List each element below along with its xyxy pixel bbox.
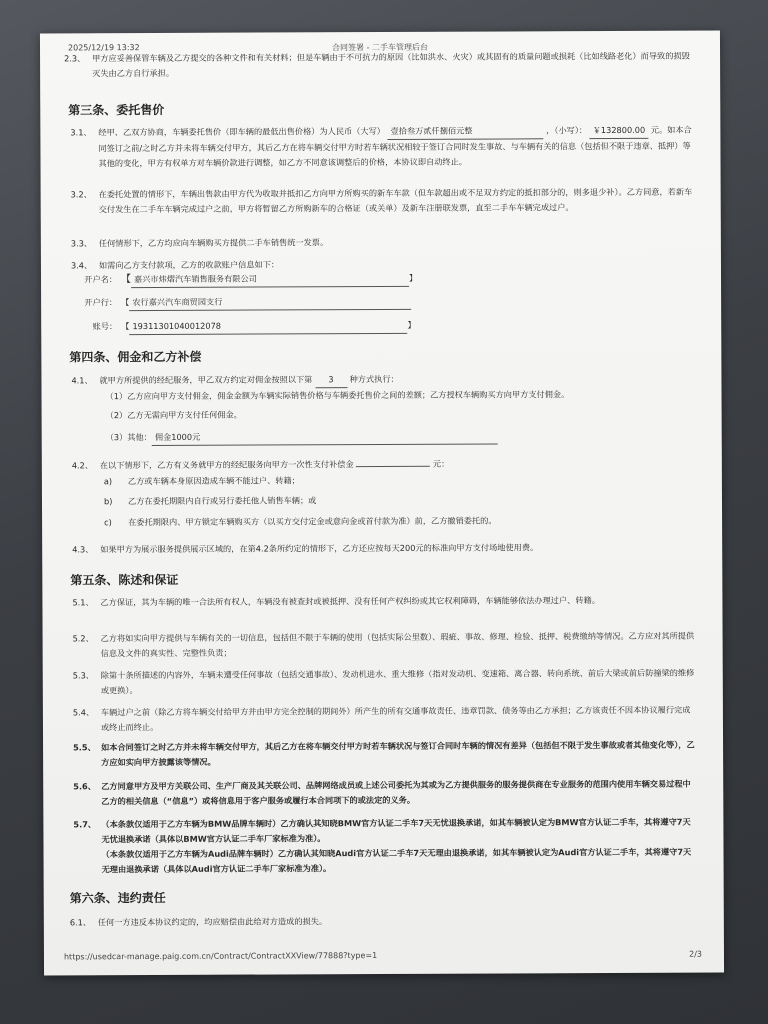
clause-text: 如需向乙方支付款项，乙方的收款账户信息如下： — [98, 259, 280, 271]
clause-number: 3.4、 — [70, 260, 93, 271]
account-bank-row — [71, 293, 695, 312]
clause-number: 4.3、 — [72, 544, 94, 555]
print-date: 2025/12/19 13:32 — [67, 43, 140, 53]
case-text: 在委托期限内、甲方锁定车辆购买方（以买方交付定金或意向金或首付款为准）前，乙方撤销委托的。 — [128, 515, 497, 528]
section-3-heading: 第三条、委托售价 — [68, 102, 165, 118]
price-small-field: ￥132800.00 — [590, 123, 649, 139]
commission-option-3 — [106, 428, 696, 447]
clause-5-6 — [73, 777, 697, 810]
compensation-case-c — [104, 513, 694, 531]
clause-number: 2.3、 — [64, 53, 86, 64]
account-holder-value: 嘉兴市炜熠汽车销售服务有限公司 — [131, 271, 409, 288]
clause-5-3 — [73, 666, 697, 699]
case-mark: a) — [103, 476, 113, 487]
clause-text-bmw: （本条款仅适用于乙方车辆为BMW品牌车辆时）乙方确认其知晓BMW官方认证二手车7天无忧退换承诺，如其车辆被认定为BMW官方认证二手车，其将遵守7天无忧退换承诺（具体以BMW官方认证二手车厂家标准为准）。 — [101, 816, 691, 845]
clause-text: 甲方应妥善保管车辆及乙方提交的各种文件和有关材料；但是车辆由于不可抗力的原因（比如洪水、火灾）或其固有的质量问题或损耗（比如线路老化）而导致的损毁灭失由乙方自行承担。 — [92, 50, 690, 79]
clause-text: 如果甲方为展示服务提供展示区域的，在第4.2条所约定的情形下，乙方还应按每天200元的标准向甲方支付场地使用费。 — [100, 542, 539, 555]
account-number-value: 19311301040012078 — [129, 318, 407, 335]
clause-text: 元： — [432, 458, 450, 469]
clause-number: 5.1、 — [72, 597, 94, 608]
section-5-heading: 第五条、陈述和保证 — [70, 572, 179, 588]
clause-number: 5.3、 — [72, 670, 94, 681]
clause-4-3 — [72, 540, 696, 558]
account-number-row — [71, 317, 695, 336]
print-title: 合同签署 - 二手车管理后台 — [331, 42, 429, 53]
compensation-amount-field — [356, 466, 430, 467]
compensation-case-a — [104, 472, 694, 490]
clause-text: 在委托处置的情形下，车辆出售款由甲方代为收取并抵扣乙方向甲方所购买的新车车款（但车款超出或不足双方约定的抵扣部分的，则多退少补）。乙方同意，若新车交付发生在二手车车辆完成过户之前，甲方将暂留乙方所购新车的合格证（或关单）及新车注册联发票，直至二手车车辆完成过户。 — [98, 186, 693, 215]
clause-number: 5.7、 — [73, 819, 97, 830]
clause-number: 3.2、 — [70, 189, 92, 200]
clause-number: 5.6、 — [73, 781, 96, 792]
clause-3-2 — [71, 185, 695, 218]
clause-5-7 — [73, 815, 697, 878]
page-number: 2/3 — [689, 949, 702, 959]
clause-6-1 — [70, 913, 694, 931]
clause-number: 5.5、 — [73, 742, 96, 753]
clause-4-2 — [72, 456, 696, 474]
clause-text: ，（小写）： — [546, 125, 588, 136]
clause-text: 经甲、乙双方协商，车辆委托售价（即车辆的最低出售价格）为人民币（大写） — [98, 125, 385, 138]
clause-2-3 — [64, 49, 694, 82]
clause-3-1 — [70, 123, 694, 172]
account-bank-label: 开户行： — [84, 297, 118, 308]
clause-number: 6.1、 — [69, 917, 92, 928]
clause-3-3 — [71, 234, 695, 252]
clause-text: 就甲方所提供的经纪服务，甲乙双方约定对佣金按照以下第 — [99, 374, 313, 386]
clause-text: 种方式执行： — [349, 373, 399, 385]
print-url: https://usedcar-manage.paig.com.cn/Contract/ContractXXView/77888?type=1 — [63, 951, 378, 962]
case-mark: b) — [103, 496, 113, 507]
clause-text: 车辆过户之前（除乙方将车辆交付给甲方并由甲方完全控制的期间外）所产生的所有交通事故责任、违章罚款、债务等由乙方承担；乙方该责任不因本协议履行完成或终止而终止。 — [100, 704, 691, 733]
case-text: 乙方或车辆本身原因造成车辆不能过户、转籍； — [127, 475, 300, 487]
clause-text-audi: （本条款仅适用于乙方车辆为Audi品牌车辆时）乙方确认其知晓Audi官方认证二手车7天无理由退换承诺，如其车辆被认定为Audi官方认证二手车，其将遵守7天无理由退换承诺（具体以Audi官方认证二手车厂家标准为准）。 — [101, 846, 692, 875]
section-4-heading: 第四条、佣金和乙方补偿 — [69, 349, 202, 365]
commission-option-2: （2）乙方无需向甲方支付任何佣金。 — [105, 409, 242, 421]
bracket: 】 — [407, 319, 416, 330]
bracket: 】 — [408, 272, 418, 283]
clause-text: 在以下情形下，乙方有义务就甲方的经纪服务向甲方一次性支付补偿金 — [99, 459, 354, 471]
price-upper-field: 壹拾叁万贰仟捌佰元整 — [388, 123, 544, 140]
commission-option-1: （1）乙方应向甲方支付佣金，佣金金额为车辆实际销售价格与车辆委托售价之间的差额；乙方授权车辆购买方向甲方支付佣金。 — [105, 389, 570, 402]
contract-page — [40, 31, 724, 976]
account-bank-value: 农行嘉兴汽车商贸园支行 — [129, 294, 411, 311]
account-holder-row — [71, 270, 695, 289]
clause-5-2 — [73, 629, 697, 662]
clause-number: 5.4、 — [72, 707, 95, 718]
clause-text: 乙方保证，其为车辆的唯一合法所有权人，车辆没有被查封或被抵押、没有任何产权纠纷或其它权利障碍，车辆能够依法办理过户、转籍。 — [100, 595, 600, 608]
account-number-label: 账号： — [92, 321, 118, 332]
clause-number: 5.2、 — [72, 633, 94, 644]
commission-option-choice: 3 — [315, 372, 347, 388]
clause-text: 任何一方违反本协议约定的，均应赔偿由此给对方造成的损失。 — [97, 916, 328, 928]
clause-5-5 — [73, 738, 697, 771]
clause-text: 除第十条所描述的内容外，车辆未遭受任何事故（包括交通事故）、发动机进水、重大维修（指对发动机、变速箱、离合器、转向系统、前后大梁或前后防撞梁的维修或更换）。 — [100, 667, 695, 696]
clause-text: 乙方将如实向甲方提供与车辆有关的一切信息，包括但不限于车辆的使用（包括实际公里数）、瑕疵、事故、修理、检验、抵押、税费缴纳等情况。乙方应对其所提供信息及文件的真实性、完整性负责； — [100, 630, 695, 659]
clause-text: 如本合同签订之时乙方并未将车辆交付甲方，其后乙方在将车辆交付甲方时若车辆状况与签订合同时车辆的情况有差异（包括但不限于发生事故或者其他变化等），乙方应如实向甲方披露该等情况。 — [101, 739, 695, 768]
clause-number: 3.1、 — [70, 127, 92, 138]
clause-number: 3.3、 — [70, 238, 93, 249]
bracket: 【 — [121, 297, 130, 308]
clause-number: 4.1、 — [71, 375, 93, 386]
case-mark: c) — [104, 517, 112, 528]
section-6-heading: 第六条、违约责任 — [69, 890, 166, 906]
bracket: 【 — [121, 321, 130, 332]
clause-text: 任何情形下，乙方均应向车辆购买方提供二手车销售统一发票。 — [98, 237, 329, 249]
compensation-case-b — [104, 492, 694, 510]
clause-5-4 — [73, 703, 697, 736]
bracket: 【 — [120, 274, 132, 286]
clause-text: 乙方同意甲方及甲方关联公司、生产厂商及其关联公司、品牌网络成员或上述公司委托为其或为乙方提供服务的服务提供商在专业服务的范围内使用车辆交易过程中乙方的相关信息（“信息”）或将信息用于客户服务或履行本合同项下的或法定的义务。 — [101, 778, 691, 807]
commission-option-3-value: 佣金1000元 — [152, 428, 498, 446]
clause-number: 4.2、 — [71, 460, 94, 471]
case-text: 乙方在委托期限内自行或另行委托他人销售车辆；或 — [127, 495, 317, 507]
clause-5-1 — [72, 593, 696, 611]
clause-text: 元。如本合同签订之前/之时乙方并未将车辆交付甲方，其后乙方在将车辆交付甲方时若车辆状况相较于签订合同时发生事故、与车辆有关的信息（包括但不限于违章、抵押）等其他的变化，甲方有权单方对车辆价款进行调整，如乙方不同意该调整后的价格，本协议即自动终止。 — [98, 124, 692, 169]
account-holder-label: 开户名： — [84, 274, 118, 285]
commission-option-3-label: （3）其他： — [105, 432, 152, 443]
